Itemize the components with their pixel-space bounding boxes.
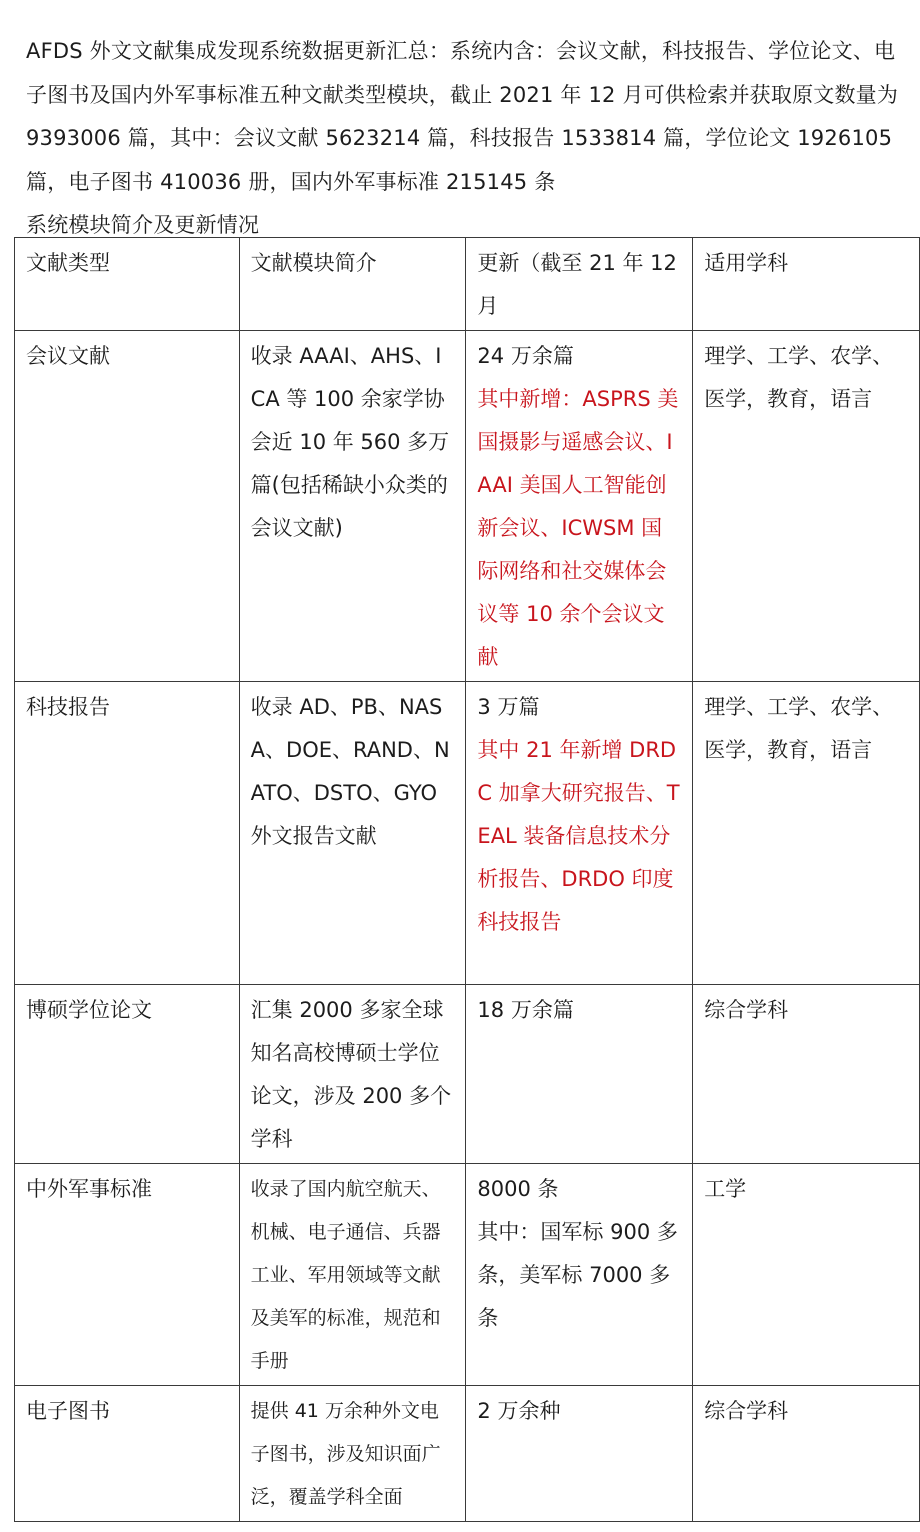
update-new-items: 其中新增：ASPRS 美国摄影与遥感会议、IAAI 美国人工智能创新会议、ICWSM 国际网络和社交媒体会议等 10 余个会议文献 <box>477 387 679 669</box>
cell-update <box>466 331 693 682</box>
update-new-items: 其中 21 年新增 DRDC 加拿大研究报告、TEAL 装备信息技术分析报告、DRDO 印度科技报告 <box>477 738 680 934</box>
update-count: 3 万篇 <box>477 695 540 719</box>
cell-subjects: 综合学科 <box>693 1386 920 1522</box>
header-intro: 文献模块简介 <box>239 238 466 331</box>
cell-subjects: 工学 <box>693 1164 920 1386</box>
cell-intro: 收录了国内航空航天、机械、电子通信、兵器工业、军用领域等文献及美军的标准，规范和手册 <box>239 1164 466 1386</box>
intro-paragraph: AFDS 外文文献集成发现系统数据更新汇总：系统内含：会议文献，科技报告、学位论文、电子图书及国内外军事标准五种文献类型模块，截止 2021 年 12 月可供检索并获取原文数量为 9393006 篇，其中：会议文献 5623214 篇，科技报告 1533814 篇，学位论文 1926105 篇，电子图书 410036 册，国内外军事标准 215145 条 <box>26 39 899 194</box>
update-count: 8000 条 <box>477 1177 559 1201</box>
cell-update: 2 万余种 <box>466 1386 693 1522</box>
table-caption: 系统模块简介及更新情况 <box>26 213 260 237</box>
table-row <box>15 682 920 985</box>
cell-type: 中外军事标准 <box>15 1164 240 1386</box>
module-table <box>14 237 920 1522</box>
update-detail: 其中：国军标 900 多条，美军标 7000 多条 <box>477 1220 678 1330</box>
cell-intro: 提供 41 万余种外文电子图书，涉及知识面广泛，覆盖学科全面 <box>239 1386 466 1522</box>
header-update: 更新（截至 21 年 12 月 <box>466 238 693 331</box>
cell-intro: 汇集 2000 多家全球知名高校博硕士学位论文，涉及 200 多个学科 <box>239 985 466 1164</box>
cell-intro: 收录 AD、PB、NASA、DOE、RAND、NATO、DSTO、GYO 外文报告文献 <box>239 682 466 985</box>
cell-subjects: 理学、工学、农学、医学，教育，语言 <box>693 331 920 682</box>
header-subjects: 适用学科 <box>693 238 920 331</box>
cell-type: 博硕学位论文 <box>15 985 240 1164</box>
cell-type: 电子图书 <box>15 1386 240 1522</box>
table-header-row <box>15 238 920 331</box>
cell-intro: 收录 AAAI、AHS、ICA 等 100 余家学协会近 10 年 560 多万篇(包括稀缺小众类的会议文献) <box>239 331 466 682</box>
table-row <box>15 331 920 682</box>
update-count: 24 万余篇 <box>477 344 574 368</box>
cell-type: 会议文献 <box>15 331 240 682</box>
intro-section <box>26 30 916 248</box>
cell-subjects: 综合学科 <box>693 985 920 1164</box>
cell-subjects: 理学、工学、农学、医学，教育，语言 <box>693 682 920 985</box>
cell-type: 科技报告 <box>15 682 240 985</box>
header-type: 文献类型 <box>15 238 240 331</box>
table-row <box>15 985 920 1164</box>
table-row <box>15 1386 920 1522</box>
cell-update: 18 万余篇 <box>466 985 693 1164</box>
cell-update <box>466 1164 693 1386</box>
cell-update <box>466 682 693 985</box>
table-row <box>15 1164 920 1386</box>
